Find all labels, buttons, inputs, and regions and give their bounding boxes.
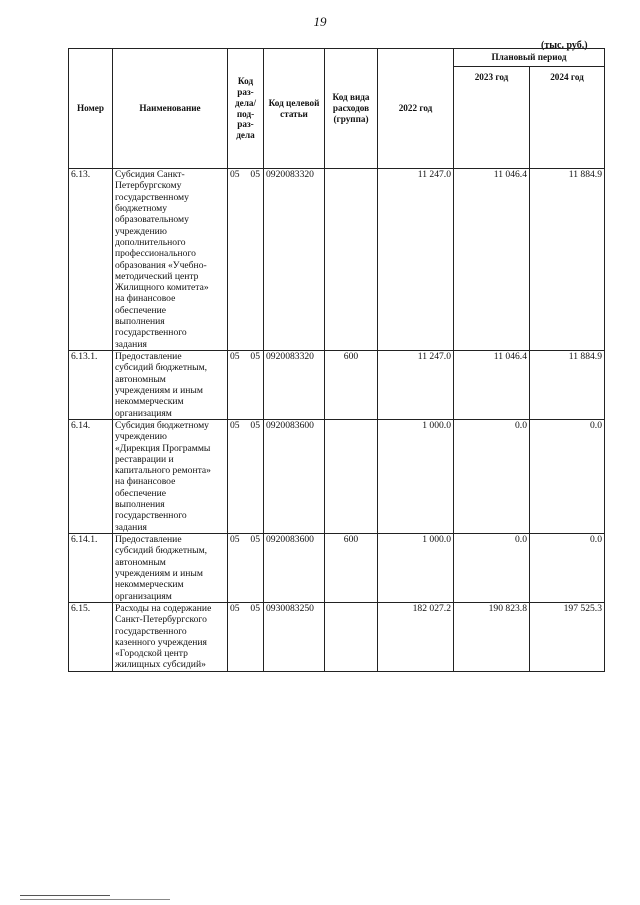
row-name-line: обеспечение [115,487,167,499]
row-name-line: выполнения [115,499,165,511]
row-amount-y2022: 1 000.0 [378,534,454,603]
row-name-line: дополнительного [115,236,186,248]
row-amount-y2024: 11 884.9 [530,169,605,351]
row-name-line: учреждениям и иным [115,384,203,396]
row-name-line: «Дирекция Программы [115,442,211,454]
row-name-line: Субсидия Санкт- [115,169,185,180]
row-expense-code [325,602,378,671]
row-name-line: Предоставление [115,351,182,362]
header-year-2023: 2023 год [454,67,530,169]
row-name-line: Предоставление [115,534,182,545]
row-name-line: задания [115,521,147,533]
section-code: 05 [230,169,240,180]
section-code: 05 [230,602,240,614]
row-name [113,602,228,671]
row-name-line: государственному [115,191,189,203]
row-target-code: 0920083600 [264,419,325,533]
row-name [113,351,228,420]
row-section-code [228,351,264,420]
table-row [69,602,605,671]
table-row [69,169,605,351]
subsection-code: 05 [250,169,260,180]
header-year-2022: 2022 год [378,49,454,169]
row-name-line: государственного [115,625,187,637]
row-name-line: учреждениям и иным [115,567,203,579]
row-amount-y2023: 0.0 [454,534,530,603]
row-amount-y2022: 182 027.2 [378,602,454,671]
row-target-code: 0920083320 [264,169,325,351]
row-name-line: организациям [115,590,172,602]
row-name-line: методический центр [115,270,199,282]
row-name-line: Санкт-Петербургского [115,614,207,626]
row-amount-y2022: 1 000.0 [378,419,454,533]
row-name-line: некоммерческим [115,579,184,591]
row-amount-y2023: 0.0 [454,419,530,533]
row-name-line: профессионального [115,248,196,260]
row-name-line: учреждению [115,431,167,443]
row-name-line: организациям [115,407,172,419]
row-name-line: государственного [115,327,187,339]
header-number: Номер [69,49,113,169]
row-name-line: Расходы на содержание [115,602,212,614]
row-name [113,419,228,533]
footer-line [20,899,170,900]
table-row [69,351,605,420]
row-name-line: капитального ремонта» [115,465,211,477]
row-amount-y2023: 11 046.4 [454,351,530,420]
row-number: 6.13.1. [69,351,113,420]
units-label: (тыс. руб.) [541,40,588,51]
row-name-line: Жилищного комитета» [115,282,209,294]
row-amount-y2022: 11 247.0 [378,169,454,351]
row-section-code [228,602,264,671]
row-name-line: обеспечение [115,304,167,316]
row-amount-y2023: 190 823.8 [454,602,530,671]
row-name-line: задания [115,338,147,350]
row-target-code: 0920083320 [264,351,325,420]
row-number: 6.14.1. [69,534,113,603]
row-amount-y2024: 197 525.3 [530,602,605,671]
row-name-line: бюджетному [115,202,168,214]
row-section-code [228,419,264,533]
row-name-line: реставрации и [115,453,174,465]
row-name [113,169,228,351]
row-name-line: образовательному [115,214,189,226]
row-name-line: субсидий бюджетным, [115,362,208,374]
row-amount-y2023: 11 046.4 [454,169,530,351]
row-name-line: выполнения [115,316,165,328]
header-target-code: Код целевой статьи [264,49,325,169]
row-section-code [228,169,264,351]
subsection-code: 05 [250,351,260,362]
row-target-code: 0930083250 [264,602,325,671]
subsection-code: 05 [250,419,260,431]
row-name-line: автономным [115,373,166,385]
row-name [113,534,228,603]
row-name-line: казенного учреждения [115,636,207,648]
row-name-line: учреждению [115,225,167,237]
section-code: 05 [230,534,240,545]
row-expense-code: 600 [325,351,378,420]
row-expense-code [325,169,378,351]
row-amount-y2024: 0.0 [530,419,605,533]
row-name-line: на финансовое [115,293,176,305]
section-code: 05 [230,351,240,362]
header-expense-code: Код вида расходов (группа) [325,49,378,169]
footer-line [20,895,110,896]
header-year-2024: 2024 год [530,67,605,169]
row-name-line: Субсидия бюджетному [115,419,209,431]
subsection-code: 05 [250,602,260,614]
table-row [69,419,605,533]
row-amount-y2024: 0.0 [530,534,605,603]
row-name-line: жилищных субсидий» [115,659,206,671]
row-expense-code: 600 [325,534,378,603]
subsection-code: 05 [250,534,260,545]
row-name-line: Петербургскому [115,180,182,192]
table-row [69,534,605,603]
row-amount-y2024: 11 884.9 [530,351,605,420]
row-amount-y2022: 11 247.0 [378,351,454,420]
header-planned-period: Плановый период [454,49,605,67]
header-name: Наименование [113,49,228,169]
row-section-code [228,534,264,603]
row-number: 6.14. [69,419,113,533]
row-name-line: автономным [115,556,166,568]
row-name-line: государственного [115,510,187,522]
section-code: 05 [230,419,240,431]
row-name-line: образования «Учебно- [115,259,207,271]
row-name-line: на финансовое [115,476,176,488]
row-number: 6.13. [69,169,113,351]
budget-table [68,48,605,672]
row-name-line: «Городской центр [115,648,188,660]
header-section-code: Код раз-дела/ под-раз-дела [228,49,264,169]
row-name-line: некоммерческим [115,396,184,408]
row-expense-code [325,419,378,533]
row-name-line: субсидий бюджетным, [115,545,208,557]
row-number: 6.15. [69,602,113,671]
row-target-code: 0920083600 [264,534,325,603]
page-number: 19 [313,14,327,29]
